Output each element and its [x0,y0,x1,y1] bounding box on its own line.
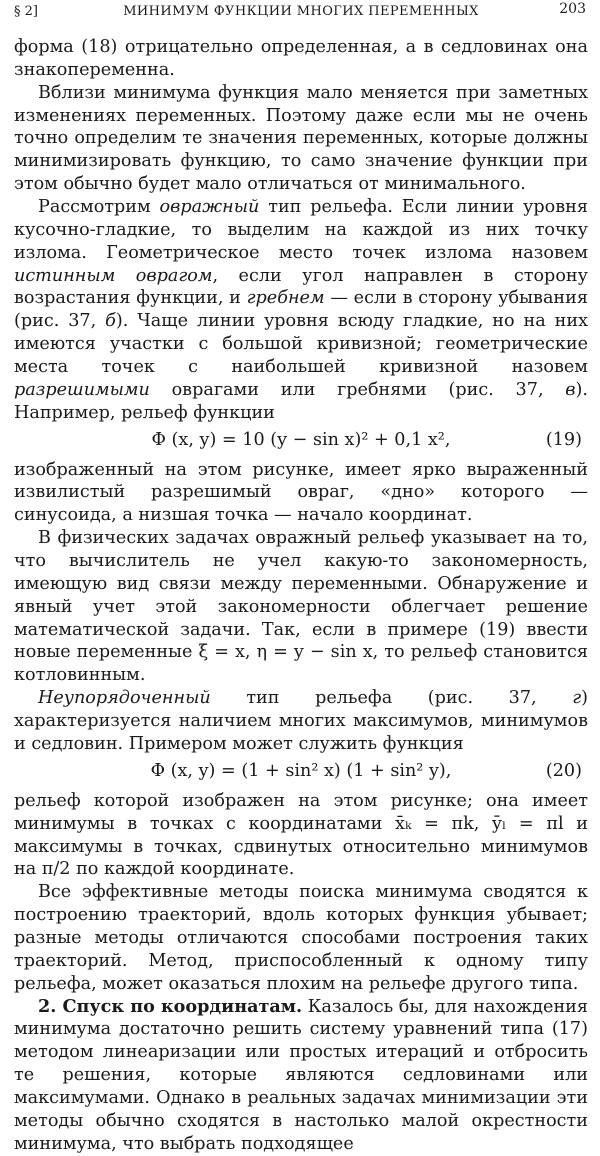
section-ref: § 2] [14,4,38,19]
paragraph-7: рельеф которой изображен на этом рисунке; она имеет минимумы в точках с координатами x̄ₖ = πk, ȳₗ = πl и максимумы в точках, сдвинутых относительно минимумов на π/2 по каждой координате. [14,790,588,880]
running-header [14,0,588,36]
running-title: МИНИМУМ ФУНКЦИИ МНОГИХ ПЕРЕМЕННЫХ [123,4,479,19]
formula-20-number: (20) [545,760,582,781]
paragraph-9: 2. Спуск по координатам. Казалось бы, для нахождения минимума достаточно решить систему уравнений типа (17) методом линеаризации или простых итераций и отбросить те решения, которые являются седловинами или максимумами. Однако в реальных задачах минимизации эти методы обычно сходятся в настолько малой окрестности минимума, что выбрать подходящее [14,995,588,1154]
paragraph-3: Рассмотрим овражный тип рельефа. Если линии уровня кусочно-гладкие, то выделим на каждой из них точку излома. Геометрическое место точек излома назовем истинным оврагом, если угол направлен в сторону возрастания функции, и гребнем — если в сторону убывания (рис. 37, б). Чаще линии уровня всюду гладкие, но на них имеются участки с большой кривизной; геометрические места точек с наибольшей кривизной назовем разрешимыми оврагами или гребнями (рис. 37, в). Например, рельеф функции [14,197,589,423]
paragraph-5: В физических задачах овражный рельеф указывает на то, что вычислитель не учел какую-то закономерность, имеющую вид связи между переменными. Обнаружение и явный учет этой закономерности облегчает решение математической задачи. Так, если в примере (19) ввести новые переменные ξ = x, η = y − sin x, то рельеф становится котловинным. [14,528,588,686]
paragraph-8: Все эффективные методы поиска минимума сводятся к построению траекторий, вдоль которых функция убывает; разные методы отличаются способами построения таких траекторий. Метод, приспособленный к одному типу рельефа, может оказаться плохим на рельефе другого типа. [14,882,588,994]
paragraph-1: форма (18) отрицательно определенная, а в седловинах она знакопеременна. [14,37,588,80]
formula-19-number: (19) [545,429,582,450]
page-number: 203 [559,1,586,17]
formula-19-expression: Φ (x, y) = 10 (y − sin x)² + 0,1 x², [151,429,451,450]
formula-20 [14,758,588,786]
formula-19 [14,427,588,455]
subsection-heading: 2. Спуск по координатам. [38,995,303,1017]
paragraph-2: Вблизи минимума функция мало меняется при заметных изменениях переменных. Поэтому даже если мы не очень точно определим те значения переменных, которые должны минимизировать функцию, то само значение функции при этом обычно будет мало отличаться от минимального. [14,82,588,195]
paragraph-4: изображенный на этом рисунке, имеет ярко выраженный извилистый разрешимый овраг, «дно» которого — синусоида, а низшая точка — начало координат. [14,459,588,526]
formula-20-expression: Φ (x, y) = (1 + sin² x) (1 + sin² y), [150,760,452,781]
paragraph-6: Неупорядоченный тип рельефа (рис. 37, г) характеризуется наличием многих максимумов, минимумов и седловин. Примером может служить функция [14,688,588,754]
